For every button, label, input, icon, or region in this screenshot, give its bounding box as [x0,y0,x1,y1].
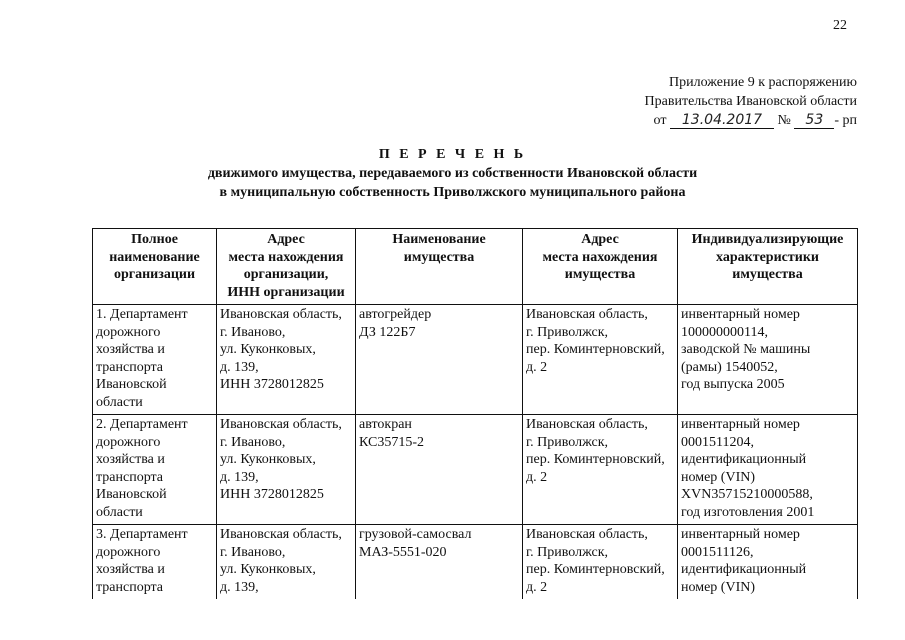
cell-line: транспорта [96,359,164,375]
cell-line: д. 2 [526,359,548,375]
header-line: места нахождения [228,249,344,265]
cell-property-name [356,525,523,600]
cell-org-address [217,415,356,525]
header-line: имущества [732,267,803,282]
cell-line: Ивановская область, [220,527,342,542]
cell-line: ул. Куконковых, [220,562,316,577]
header-line: организации [113,267,196,282]
header-property-name [356,229,523,305]
date-prefix: от [653,113,667,128]
cell-line: Ивановская область, [526,307,648,322]
cell-line: 100000000114, [681,324,768,340]
header-org-address [217,229,356,305]
cell-line: (рамы) 1540052, [681,359,778,375]
table-header [93,229,858,305]
header-line: Индивидуализирующие [691,232,844,247]
appendix-line-1: Приложение 9 к распоряжению [669,75,857,90]
cell-line: г. Приволжск, [526,434,609,450]
cell-line: г. Иваново, [220,434,286,450]
cell-line: г. Иваново, [220,324,286,340]
cell-line: хозяйства и [96,562,165,577]
page-number: 22 [833,18,847,33]
cell-line: МАЗ-5551-020 [359,544,447,560]
title-line-1: движимого имущества, передаваемого из собственности Ивановской области [207,166,698,181]
cell-line: идентификационный [681,562,807,577]
header-line: имущества [564,267,636,282]
cell-line: год выпуска 2005 [681,377,785,392]
header-line: Адрес [267,232,305,247]
cell-line: д. 2 [526,579,548,595]
header-line: характеристики [716,249,819,265]
cell-line: области [96,504,143,520]
header-org-name [93,229,217,305]
handwritten-date: 13.04.2017 [670,113,774,129]
appendix-date-line [557,111,857,130]
cell-org-name [93,525,217,600]
cell-line: транспорта [96,579,164,595]
cell-property-address [523,415,678,525]
cell-line: дорожного [96,544,161,560]
cell-property-address [523,525,678,600]
cell-line: Ивановской [96,487,167,502]
handwritten-number: 53 [794,113,834,129]
header-line: Полное [131,232,178,247]
cell-line: д. 139, [220,469,259,485]
cell-line: пер. Коминтерновский, [526,342,665,357]
header-line: ИНН организации [227,284,345,300]
cell-org-name [93,415,217,525]
cell-line: ДЗ 122Б7 [359,324,416,340]
cell-line: г. Приволжск, [526,324,609,340]
header-property-address [523,229,678,305]
cell-line: XVN35715210000588, [681,487,813,502]
cell-line: 0001511204, [681,434,754,450]
cell-line: год изготовления 2001 [681,504,815,520]
document-title [0,145,905,202]
cell-line: Ивановская область, [526,527,648,542]
title-line-2: в муниципальную собственность Приволжского муниципального района [219,185,686,200]
cell-org-address [217,305,356,415]
cell-org-address [217,525,356,600]
header-characteristics [678,229,858,305]
cell-characteristics [678,305,858,415]
header-row [93,229,858,305]
cell-line: хозяйства и [96,452,165,467]
cell-line: КС35715-2 [359,434,424,450]
table-row [93,305,858,415]
cell-line: Ивановской [96,377,167,392]
cell-line: грузовой-самосвал [359,527,472,542]
cell-line: ИНН 3728012825 [220,487,324,502]
property-table [92,228,858,599]
cell-line: дорожного [96,434,161,450]
cell-line: идентификационный [681,452,807,467]
cell-line: инвентарный номер [681,527,800,542]
table-body [93,305,858,600]
cell-line: Ивановская область, [526,417,648,432]
cell-line: г. Приволжск, [526,544,609,560]
number-suffix: - рп [834,113,857,128]
cell-line: заводской № машины [681,342,811,357]
cell-property-address [523,305,678,415]
header-line: организации, [243,267,329,282]
cell-line: Ивановская область, [220,307,342,322]
cell-line: ИНН 3728012825 [220,377,324,392]
cell-line: области [96,394,143,410]
cell-characteristics [678,525,858,600]
number-prefix: № [777,113,791,128]
cell-line: пер. Коминтерновский, [526,452,665,467]
title-heading: П Е Р Е Ч Е Н Ь [378,147,527,162]
cell-line: дорожного [96,324,161,340]
cell-line: транспорта [96,469,164,485]
table-row [93,525,858,600]
cell-line: 2. Департамент [96,417,188,432]
cell-property-name [356,415,523,525]
cell-line: д. 2 [526,469,548,485]
cell-line: Ивановская область, [220,417,342,432]
cell-line: д. 139, [220,359,259,375]
header-line: наименование [109,249,200,265]
cell-line: г. Иваново, [220,544,286,560]
cell-org-name [93,305,217,415]
cell-characteristics [678,415,858,525]
cell-line: автогрейдер [359,307,432,322]
table-row [93,415,858,525]
cell-line: хозяйства и [96,342,165,357]
appendix-line-2: Правительства Ивановской области [644,94,857,109]
cell-line: инвентарный номер [681,417,800,432]
header-line: Адрес [581,232,619,247]
appendix-block [557,73,857,130]
cell-property-name [356,305,523,415]
cell-line: номер (VIN) [681,469,756,485]
header-line: Наименование [392,232,486,247]
header-line: имущества [403,249,475,265]
cell-line: д. 139, [220,579,259,595]
header-line: места нахождения [542,249,658,265]
cell-line: 1. Департамент [96,307,188,322]
cell-line: пер. Коминтерновский, [526,562,665,577]
cell-line: автокран [359,417,412,432]
cell-line: номер (VIN) [681,579,756,595]
cell-line: 3. Департамент [96,527,188,542]
cell-line: ул. Куконковых, [220,452,316,467]
cell-line: ул. Куконковых, [220,342,316,357]
cell-line: 0001511126, [681,544,754,560]
cell-line: инвентарный номер [681,307,800,322]
